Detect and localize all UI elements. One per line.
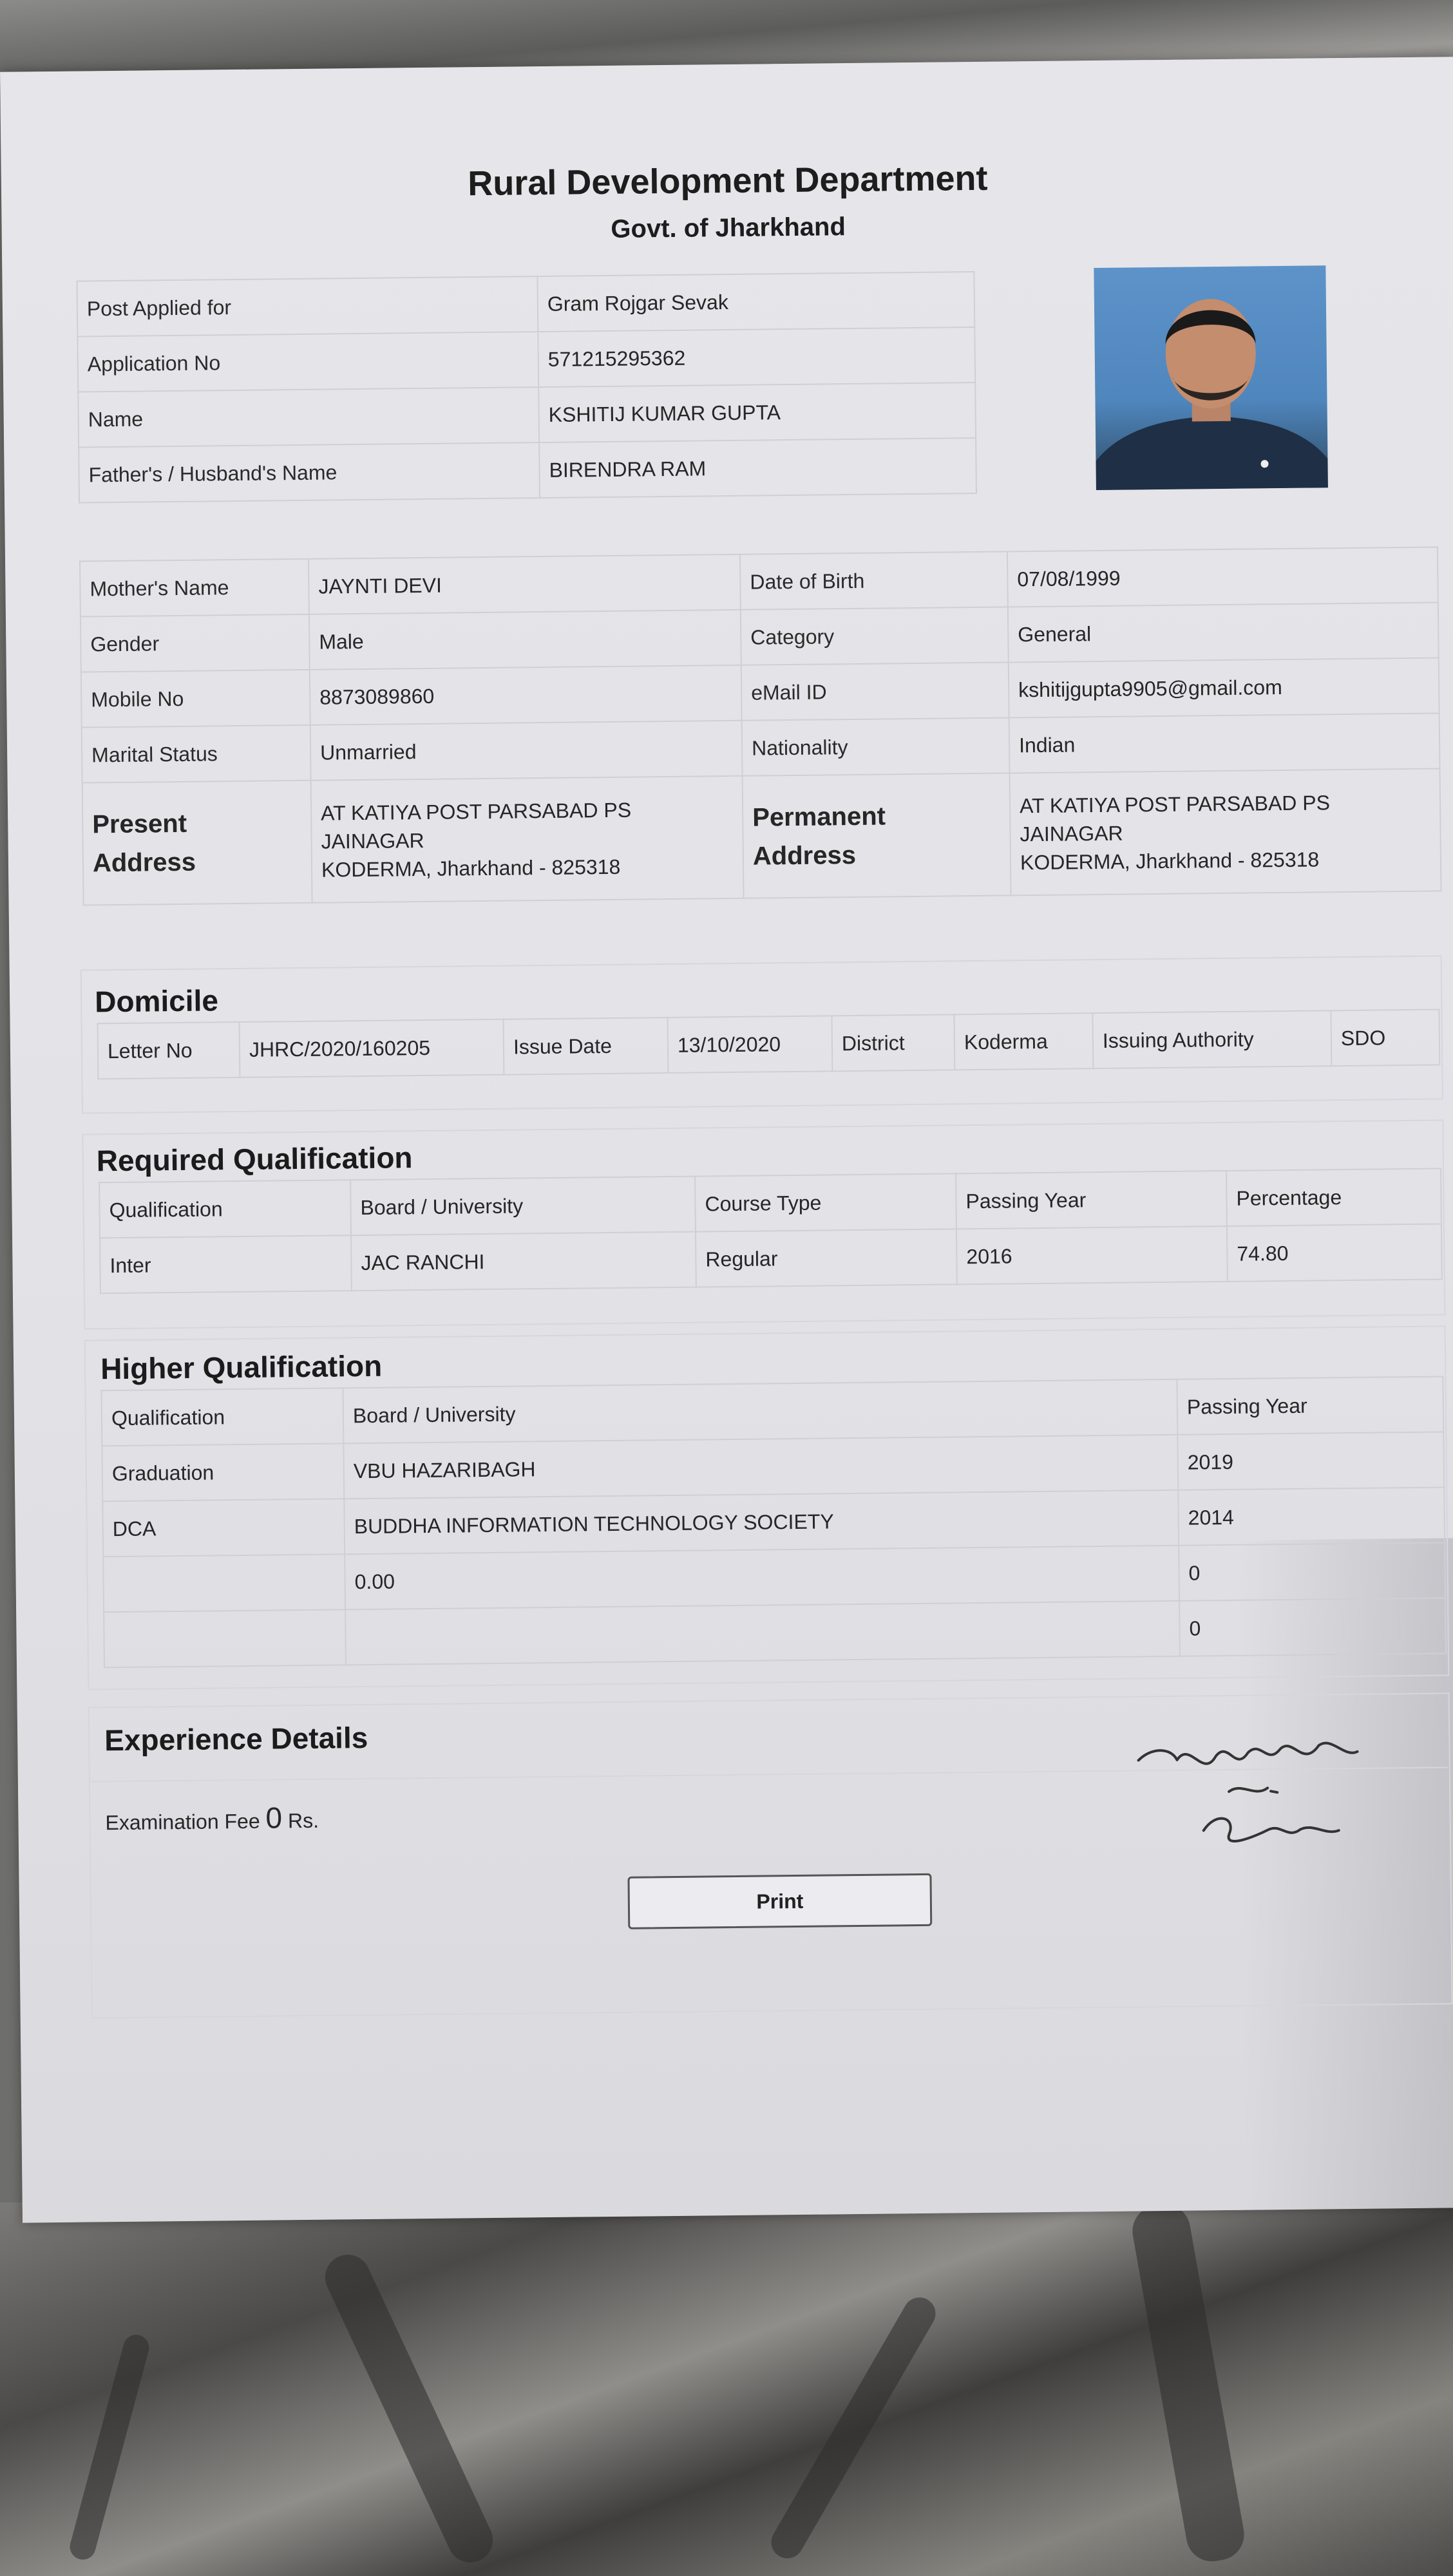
email-label: eMail ID (741, 662, 1009, 720)
issue-date-value: 13/10/2020 (667, 1016, 832, 1073)
gender-label: Gender (81, 614, 310, 672)
letter-no-value: JHRC/2020/160205 (240, 1019, 504, 1077)
rq-board: JAC RANCHI (351, 1232, 696, 1291)
rq-header-course-type: Course Type (695, 1173, 956, 1231)
hq-header-board: Board / University (343, 1379, 1177, 1444)
government-subtitle: Govt. of Jharkhand (611, 213, 846, 243)
marital-status-label: Marital Status (82, 725, 311, 783)
hq-header-qualification: Qualification (102, 1388, 344, 1446)
rq-header-qualification: Qualification (99, 1180, 351, 1238)
mother-name-label: Mother's Name (80, 559, 309, 617)
email-value: kshitijgupta9905@gmail.com (1009, 658, 1439, 717)
name-value: KSHITIJ KUMAR GUPTA (538, 383, 976, 442)
district-value: Koderma (954, 1013, 1093, 1070)
post-label: Post Applied for (77, 276, 538, 336)
hq-board: VBU HAZARIBAGH (343, 1435, 1178, 1499)
district-label: District (831, 1014, 954, 1071)
rq-qualification: Inter (100, 1235, 352, 1293)
hq-qualification (104, 1609, 346, 1667)
nationality-label: Nationality (742, 717, 1010, 775)
rq-header-passing-year: Passing Year (956, 1171, 1227, 1229)
personal-details-table (79, 546, 1441, 905)
floor-background-bottom (0, 2202, 1453, 2576)
issuing-authority-value: SDO (1331, 1009, 1439, 1066)
dob-label: Date of Birth (740, 551, 1008, 609)
mobile-value: 8873089860 (310, 665, 742, 725)
category-label: Category (741, 607, 1009, 665)
category-value: General (1008, 602, 1439, 662)
hq-passing-year: 2019 (1177, 1432, 1444, 1490)
higher-qualification-heading: Higher Qualification (100, 1349, 383, 1386)
hq-board: BUDDHA INFORMATION TECHNOLOGY SOCIETY (344, 1490, 1179, 1555)
department-title: Rural Development Department (468, 158, 988, 204)
fee-unit: Rs. (287, 1808, 319, 1833)
hq-board: 0.00 (345, 1546, 1179, 1610)
application-form-sheet (0, 57, 1453, 2222)
rq-course-type: Regular (696, 1229, 957, 1287)
post-value: Gram Rojgar Sevak (537, 272, 974, 332)
hq-passing-year: 0 (1179, 1598, 1446, 1656)
present-address-value: AT KATIYA POST PARSABAD PS JAINAGAR KODERMA, Jharkhand - 825318 (311, 776, 744, 903)
permanent-address-label: Permanent Address (743, 773, 1011, 898)
examination-fee (105, 1800, 319, 1837)
print-button[interactable]: Print (627, 1873, 932, 1929)
permanent-address-value: AT KATIYA POST PARSABAD PS JAINAGAR KODERMA, Jharkhand - 825318 (1010, 768, 1441, 895)
father-name-label: Father's / Husband's Name (79, 442, 540, 502)
applicant-photo (1094, 265, 1328, 490)
rq-percentage: 74.80 (1227, 1224, 1442, 1281)
hq-passing-year: 2014 (1178, 1487, 1445, 1545)
required-qualification-table (99, 1168, 1443, 1294)
rq-header-board: Board / University (350, 1177, 696, 1236)
higher-qualification-table (101, 1376, 1447, 1668)
experience-heading: Experience Details (104, 1720, 368, 1757)
marital-status-value: Unmarried (310, 721, 743, 781)
mother-name-value: JAYNTI DEVI (309, 554, 741, 614)
fee-label: Examination Fee (105, 1809, 260, 1835)
fee-amount: 0 (265, 1801, 283, 1835)
person-photo-icon (1094, 265, 1328, 490)
mobile-label: Mobile No (81, 670, 310, 728)
rq-passing-year: 2016 (956, 1226, 1228, 1284)
rq-header-percentage: Percentage (1226, 1168, 1441, 1226)
hq-passing-year: 0 (1179, 1542, 1445, 1600)
father-name-value: BIRENDRA RAM (539, 438, 976, 498)
hq-qualification: Graduation (102, 1443, 344, 1501)
applicant-signature (1125, 1719, 1423, 1877)
dob-value: 07/08/1999 (1007, 547, 1438, 607)
issuing-authority-label: Issuing Authority (1092, 1010, 1331, 1068)
hq-board (345, 1601, 1180, 1665)
issue-date-label: Issue Date (504, 1018, 669, 1075)
required-qualification-heading: Required Qualification (96, 1141, 413, 1178)
letter-no-label: Letter No (98, 1022, 240, 1079)
nationality-value: Indian (1009, 713, 1440, 773)
gender-value: Male (309, 610, 741, 670)
application-no-value: 571215295362 (538, 327, 975, 387)
present-address-label: Present Address (82, 781, 312, 905)
applicant-table (76, 271, 977, 504)
hq-qualification: DCA (102, 1499, 345, 1557)
hq-qualification (103, 1554, 345, 1612)
domicile-heading: Domicile (94, 983, 219, 1019)
application-no-label: Application No (77, 332, 538, 392)
name-label: Name (78, 387, 539, 447)
hq-header-passing-year: Passing Year (1177, 1376, 1443, 1434)
